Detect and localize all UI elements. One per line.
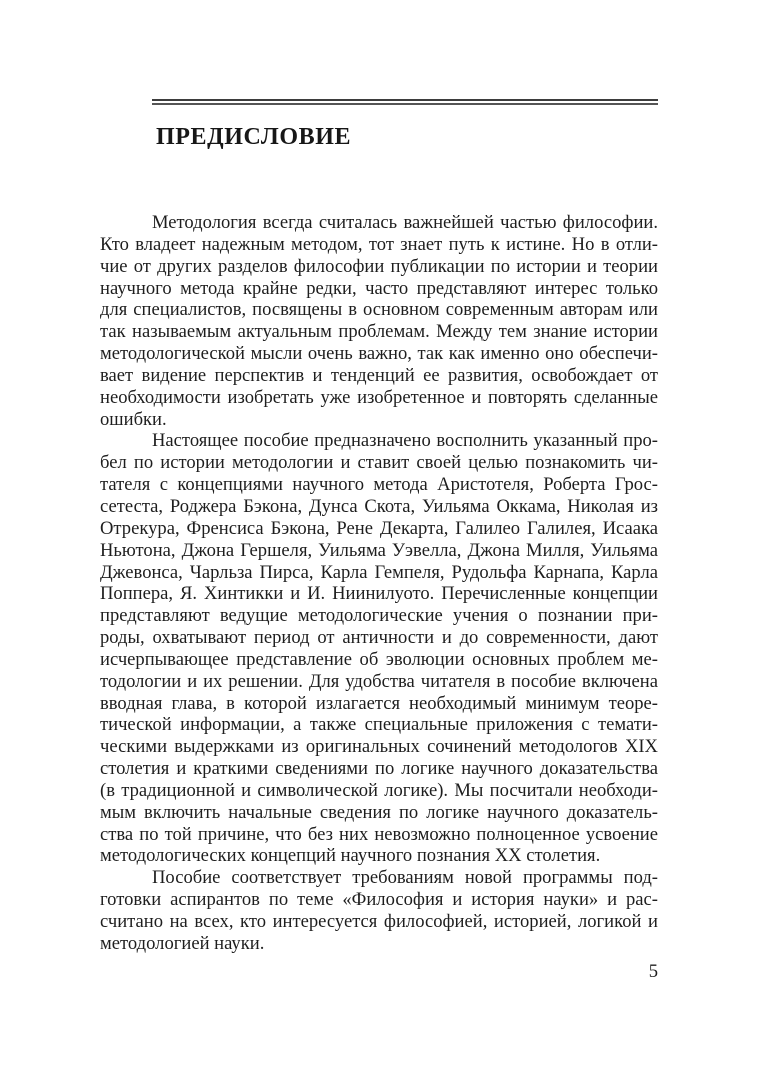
text-line: чие от других разделов философии публикации по истории и теории [100, 255, 658, 277]
text-line: тодологии и их решении. Для удобства читателя в пособие включена [100, 670, 658, 692]
text-line: сетеста, Роджера Бэкона, Дунса Скота, Уильяма Оккама, Николая из [100, 495, 658, 517]
text-line: тической информации, а также специальные приложения с темати- [100, 714, 658, 736]
text-line: методологической мысли очень важно, так как именно оно обеспечи- [100, 343, 658, 365]
text-line: тателя с концепциями научного метода Аристотеля, Роберта Грос- [100, 474, 658, 496]
text-line: Кто владеет надежным методом, тот знает путь к истине. Но в отли- [100, 233, 658, 255]
text-line: исчерпывающее представление об эволюции основных проблем ме- [100, 648, 658, 670]
text-line: мым включить начальные сведения по логике научного доказатель- [100, 801, 658, 823]
text-line: ошибки. [100, 408, 167, 430]
text-line: ческими выдержками из оригинальных сочинений методологов XIX [100, 736, 658, 758]
text-line: считано на всех, кто интересуется философией, историей, логикой и [100, 911, 658, 932]
chapter-title: ПРЕДИСЛОВИЕ [156, 124, 352, 150]
text-line: Отрекура, Френсиса Бэкона, Рене Декарта, Галилео Галилея, Исаака [100, 517, 658, 539]
text-line: столетия и краткими сведениями по логике научного доказательства [100, 758, 658, 780]
text-line: бел по истории методологии и ставит своей целью познакомить чи- [100, 452, 658, 474]
page-number: 5 [648, 961, 658, 982]
text-line: необходимости изобретать уже изобретенное и повторять сделанные [100, 386, 658, 408]
text-line: Настоящее пособие предназначено восполнить указанный про- [152, 430, 658, 452]
text-line: научного метода крайне редки, часто представляют интерес только [100, 277, 658, 299]
text-line: представляют ведущие методологические учения о познании при- [100, 605, 658, 627]
text-line: Ньютона, Джона Гершеля, Уильяма Уэвелла, Джона Милля, Уильяма [100, 539, 658, 561]
text-line: Пособие соответствует требованиям новой программы под- [152, 867, 658, 889]
heading-rule [152, 99, 658, 105]
text-line: методологией науки. [100, 932, 265, 954]
body-text [100, 212, 658, 955]
text-line: роды, охватывают период от античности и до современности, дают [100, 627, 658, 649]
text-line: ства по той причине, что без них невозможно полноценное усвоение [100, 823, 658, 845]
text-line: (в традиционной и символической логике). Мы посчитали необходи- [100, 779, 658, 801]
text-line: вводная глава, в которой излагается необходимый минимум теоре- [100, 692, 658, 714]
text-line: методологических концепций научного познания XX столетия. [100, 845, 601, 867]
text-line: Поппера, Я. Хинтикки и И. Ниинилуото. Перечисленные концепции [100, 583, 658, 605]
text-line: вает видение перспектив и тенденций ее развития, освобождает от [100, 364, 658, 386]
text-line: Методология всегда считалась важнейшей частью философии. [152, 212, 658, 233]
text-line: готовки аспирантов по теме «Философия и история науки» и рас- [100, 889, 658, 911]
text-line: Джевонса, Чарльза Пирса, Карла Гемпеля, Рудольфа Карнапа, Карла [100, 561, 658, 583]
text-line: так называемым актуальным проблемам. Между тем знание истории [100, 321, 658, 343]
text-line: для специалистов, посвящены в основном современным авторам или [100, 299, 658, 321]
